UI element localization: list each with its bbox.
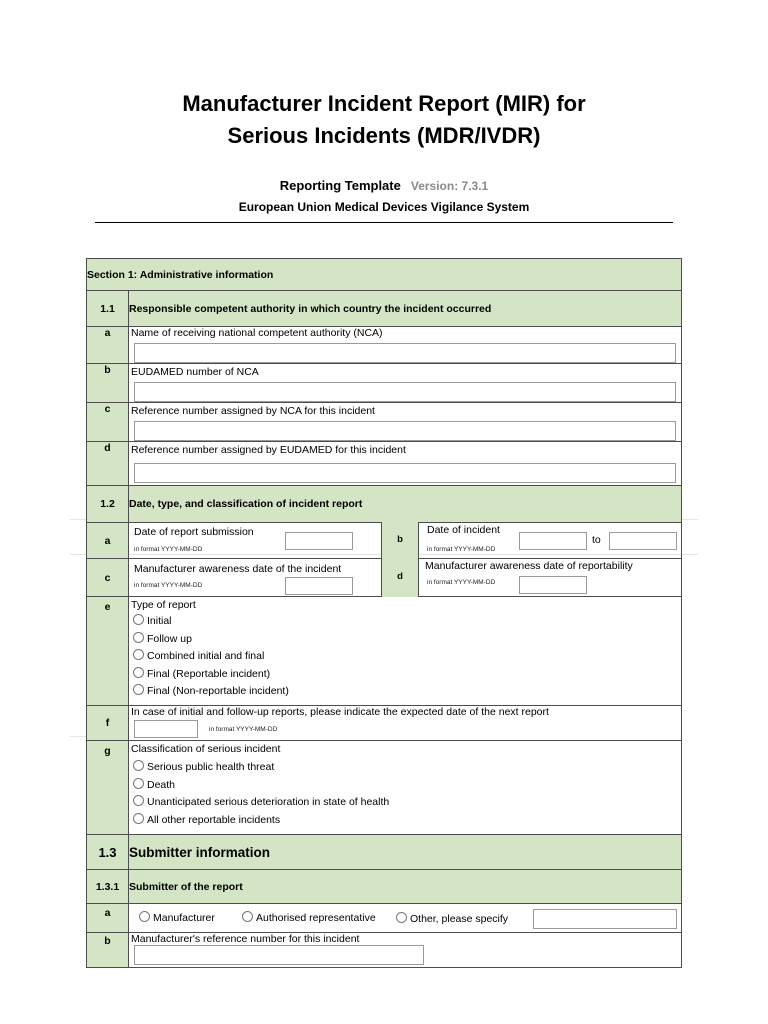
eudamed-reference-input[interactable] (134, 463, 676, 483)
radio-icon (133, 667, 144, 678)
subsection-1-3-1-header (87, 870, 682, 904)
radio-icon (133, 760, 144, 771)
report-type-option-final-reportable[interactable]: Final (Reportable incident) (129, 666, 681, 684)
report-type-option-follow-up[interactable]: Follow up (129, 631, 681, 649)
nca-reference-input[interactable] (134, 421, 676, 441)
radio-icon (133, 614, 144, 625)
row-letter: c (87, 559, 129, 597)
date-range-to-label: to (592, 534, 601, 546)
row-letter: b (87, 933, 129, 968)
template-heading (0, 178, 768, 193)
next-report-date-input[interactable] (134, 720, 198, 738)
classification-option-death[interactable]: Death (129, 777, 681, 795)
subsection-number: 1.3 (87, 835, 129, 870)
row-letter: f (87, 706, 129, 741)
incident-date-from-input[interactable] (519, 532, 587, 550)
row-letter: a (87, 523, 129, 559)
field-row-1-1-c (87, 403, 682, 442)
classification-option-other[interactable]: All other reportable incidents (129, 812, 681, 830)
row-letter: a (87, 327, 129, 364)
field-label: EUDAMED number of NCA (131, 366, 259, 378)
eudamed-nca-number-input[interactable] (134, 382, 676, 402)
row-letter: b (381, 522, 419, 559)
date-format-hint: in format YYYY-MM-DD (134, 582, 203, 589)
submitter-option-authorised-representative[interactable]: Authorised representative (242, 911, 376, 924)
incident-date-to-input[interactable] (609, 532, 677, 550)
field-row-1-2-ab (87, 523, 682, 559)
row-letter: d (381, 558, 419, 597)
radio-icon (133, 684, 144, 695)
submitter-option-manufacturer[interactable]: Manufacturer (139, 911, 215, 924)
radio-icon (133, 813, 144, 824)
section-1-title: Section 1: Administrative information (87, 259, 682, 291)
title-line-2: Serious Incidents (MDR/IVDR) (227, 123, 541, 148)
row-letter: d (87, 442, 129, 486)
nca-name-input[interactable] (134, 343, 676, 363)
incident-report-form (86, 258, 682, 968)
radio-icon (133, 795, 144, 806)
report-type-option-final-non-reportable[interactable]: Final (Non-reportable incident) (129, 683, 681, 701)
awareness-incident-date-input[interactable] (285, 577, 353, 595)
header-divider (95, 222, 673, 223)
submitter-option-other[interactable]: Other, please specify (396, 912, 508, 925)
subsection-number: 1.1 (87, 291, 129, 327)
report-type-option-combined[interactable]: Combined initial and final (129, 648, 681, 666)
radio-icon (396, 912, 407, 923)
date-format-hint: in format YYYY-MM-DD (209, 726, 278, 733)
radio-icon (133, 632, 144, 643)
subsection-1-2-header (87, 486, 682, 523)
row-letter: g (87, 741, 129, 835)
classification-label: Classification of serious incident (131, 743, 281, 755)
field-row-1-2-f (87, 706, 682, 741)
field-label: Reference number assigned by NCA for this incident (131, 405, 375, 417)
subsection-title: Submitter information (129, 835, 682, 870)
version-label: Version: 7.3.1 (410, 179, 489, 193)
subsection-number: 1.2 (87, 486, 129, 523)
subsection-title: Submitter of the report (129, 870, 682, 904)
report-type-option-initial[interactable]: Initial (129, 613, 681, 631)
classification-option-public-health-threat[interactable]: Serious public health threat (129, 759, 681, 777)
subsection-1-3-header (87, 835, 682, 870)
incident-date-label: Date of incident (427, 524, 500, 536)
subsection-title: Date, type, and classification of incident report (129, 486, 682, 523)
field-row-1-1-a (87, 327, 682, 364)
awareness-incident-date-label: Manufacturer awareness date of the incident (134, 563, 342, 575)
manufacturer-reference-label: Manufacturer's reference number for this incident (131, 933, 360, 945)
field-row-1-2-cd (87, 559, 682, 597)
radio-icon (133, 649, 144, 660)
awareness-reportability-date-label: Manufacturer awareness date of reportability (425, 560, 633, 572)
field-row-1-3-1-a (87, 904, 682, 933)
report-type-label: Type of report (131, 599, 196, 611)
template-label: Reporting Template (279, 178, 401, 193)
field-row-1-3-1-b (87, 933, 682, 968)
subsection-1-1-header (87, 291, 682, 327)
title-line-1: Manufacturer Incident Report (MIR) for (182, 91, 586, 116)
subsection-title: Responsible competent authority in which country the incident occurred (129, 291, 682, 327)
section-1-header (87, 259, 682, 291)
radio-icon (139, 911, 150, 922)
field-label: Name of receiving national competent authority (NCA) (131, 327, 383, 339)
awareness-reportability-date-input[interactable] (519, 576, 587, 594)
submitter-other-specify-input[interactable] (533, 909, 677, 929)
row-letter: a (87, 904, 129, 933)
date-format-hint: in format YYYY-MM-DD (427, 579, 496, 586)
next-report-date-label: In case of initial and follow-up reports, please indicate the expected date of the next report (131, 706, 549, 718)
report-submission-date-input[interactable] (285, 532, 353, 550)
field-row-1-2-e (87, 597, 682, 706)
report-submission-date-label: Date of report submission (134, 526, 254, 538)
field-row-1-1-d (87, 442, 682, 486)
row-letter: b (87, 364, 129, 403)
organization-label: European Union Medical Devices Vigilance System (238, 200, 530, 214)
radio-icon (242, 911, 253, 922)
radio-icon (133, 778, 144, 789)
row-letter: e (87, 597, 129, 706)
row-letter: c (87, 403, 129, 442)
field-row-1-2-g (87, 741, 682, 835)
classification-option-deterioration[interactable]: Unanticipated serious deterioration in state of health (129, 794, 681, 812)
report-title (0, 88, 768, 152)
field-row-1-1-b (87, 364, 682, 403)
date-format-hint: in format YYYY-MM-DD (427, 546, 496, 553)
manufacturer-reference-input[interactable] (134, 945, 424, 965)
subsection-number: 1.3.1 (87, 870, 129, 904)
date-format-hint: in format YYYY-MM-DD (134, 546, 203, 553)
field-label: Reference number assigned by EUDAMED for this incident (131, 444, 406, 456)
